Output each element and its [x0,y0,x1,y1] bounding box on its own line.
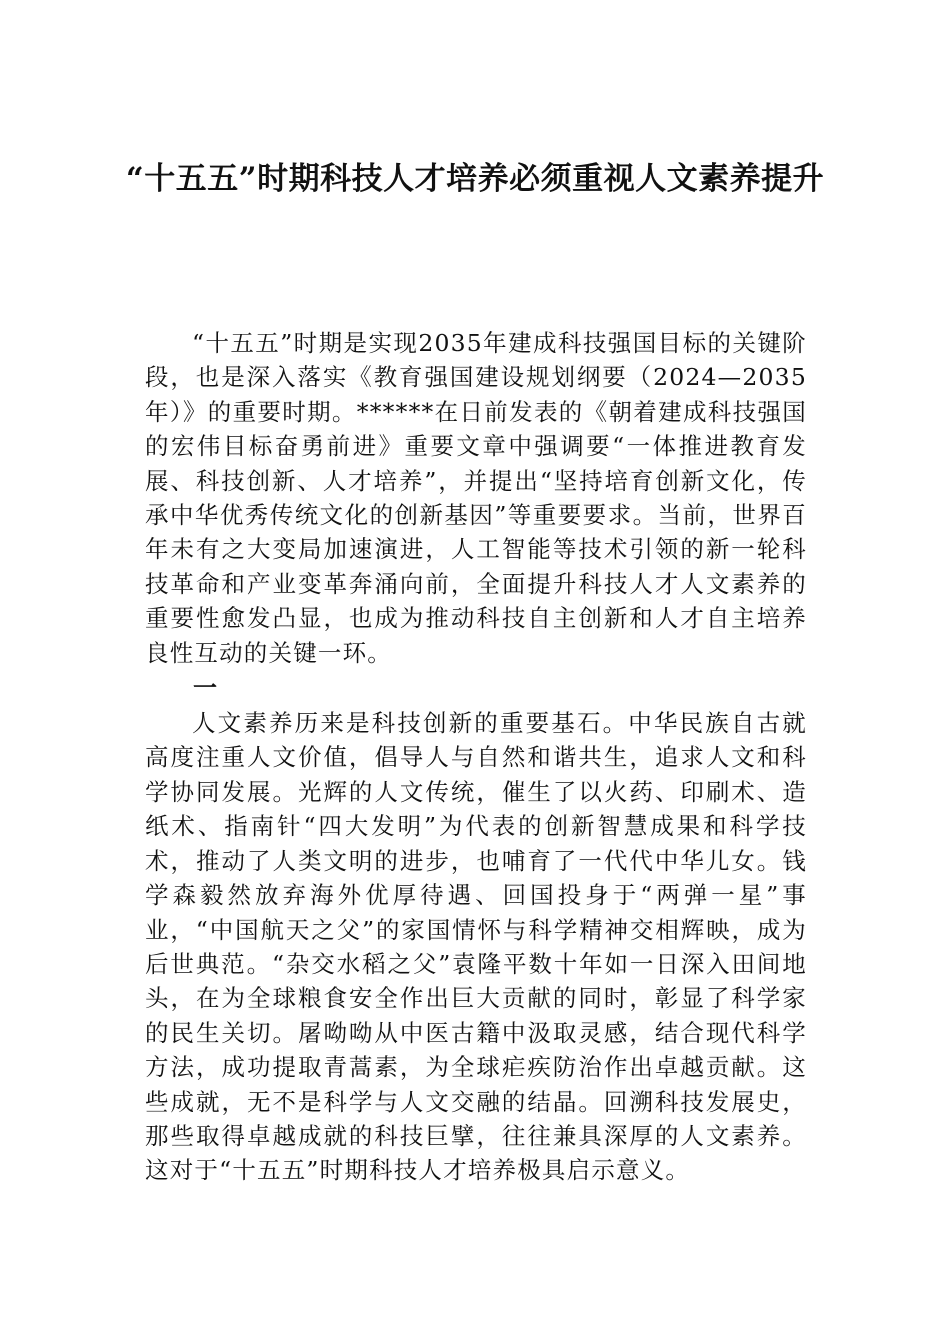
section-number: 一 [193,673,217,703]
intro-paragraph: “十五五”时期是实现2035年建成科技强国目标的关键阶段，也是深入落实《教育强国建设规划纲要（2024—2035年）》的重要时期。******在日前发表的《朝着建成科技强国的宏伟目标奋勇前进》重要文章中强调要“一体推进教育发展、科技创新、人才培养”，并提出“坚持培育创新文化，传承中华优秀传统文化的创新基因”等重要要求。当前，世界百年未有之大变局加速演进，人工智能等技术引领的新一轮科技革命和产业变革奔涌向前，全面提升科技人才人文素养的重要性愈发凸显，也成为推动科技自主创新和人才自主培养良性互动的关键一环。 [145,329,807,667]
document-title: “十五五”时期科技人才培养必须重视人文素养提升 [125,161,825,197]
document-body [145,326,807,1188]
section-paragraph: 人文素养历来是科技创新的重要基石。中华民族自古就高度注重人文价值，倡导人与自然和谐共生，追求人文和科学协同发展。光辉的人文传统，催生了以火药、印刷术、造纸术、指南针“四大发明”为代表的创新智慧成果和科学技术，推动了人类文明的进步，也哺育了一代代中华儿女。钱学森毅然放弃海外优厚待遇、回国投身于“两弹一星”事业，“中国航天之父”的家国情怀与科学精神交相辉映，成为后世典范。“杂交水稻之父”袁隆平数十年如一日深入田间地头，在为全球粮食安全作出巨大贡献的同时，彰显了科学家的民生关切。屠呦呦从中医古籍中汲取灵感，结合现代科学方法，成功提取青蒿素，为全球疟疾防治作出卓越贡献。这些成就，无不是科学与人文交融的结晶。回溯科技发展史，那些取得卓越成就的科技巨擘，往往兼具深厚的人文素养。这对于“十五五”时期科技人才培养极具启示意义。 [145,709,807,1185]
